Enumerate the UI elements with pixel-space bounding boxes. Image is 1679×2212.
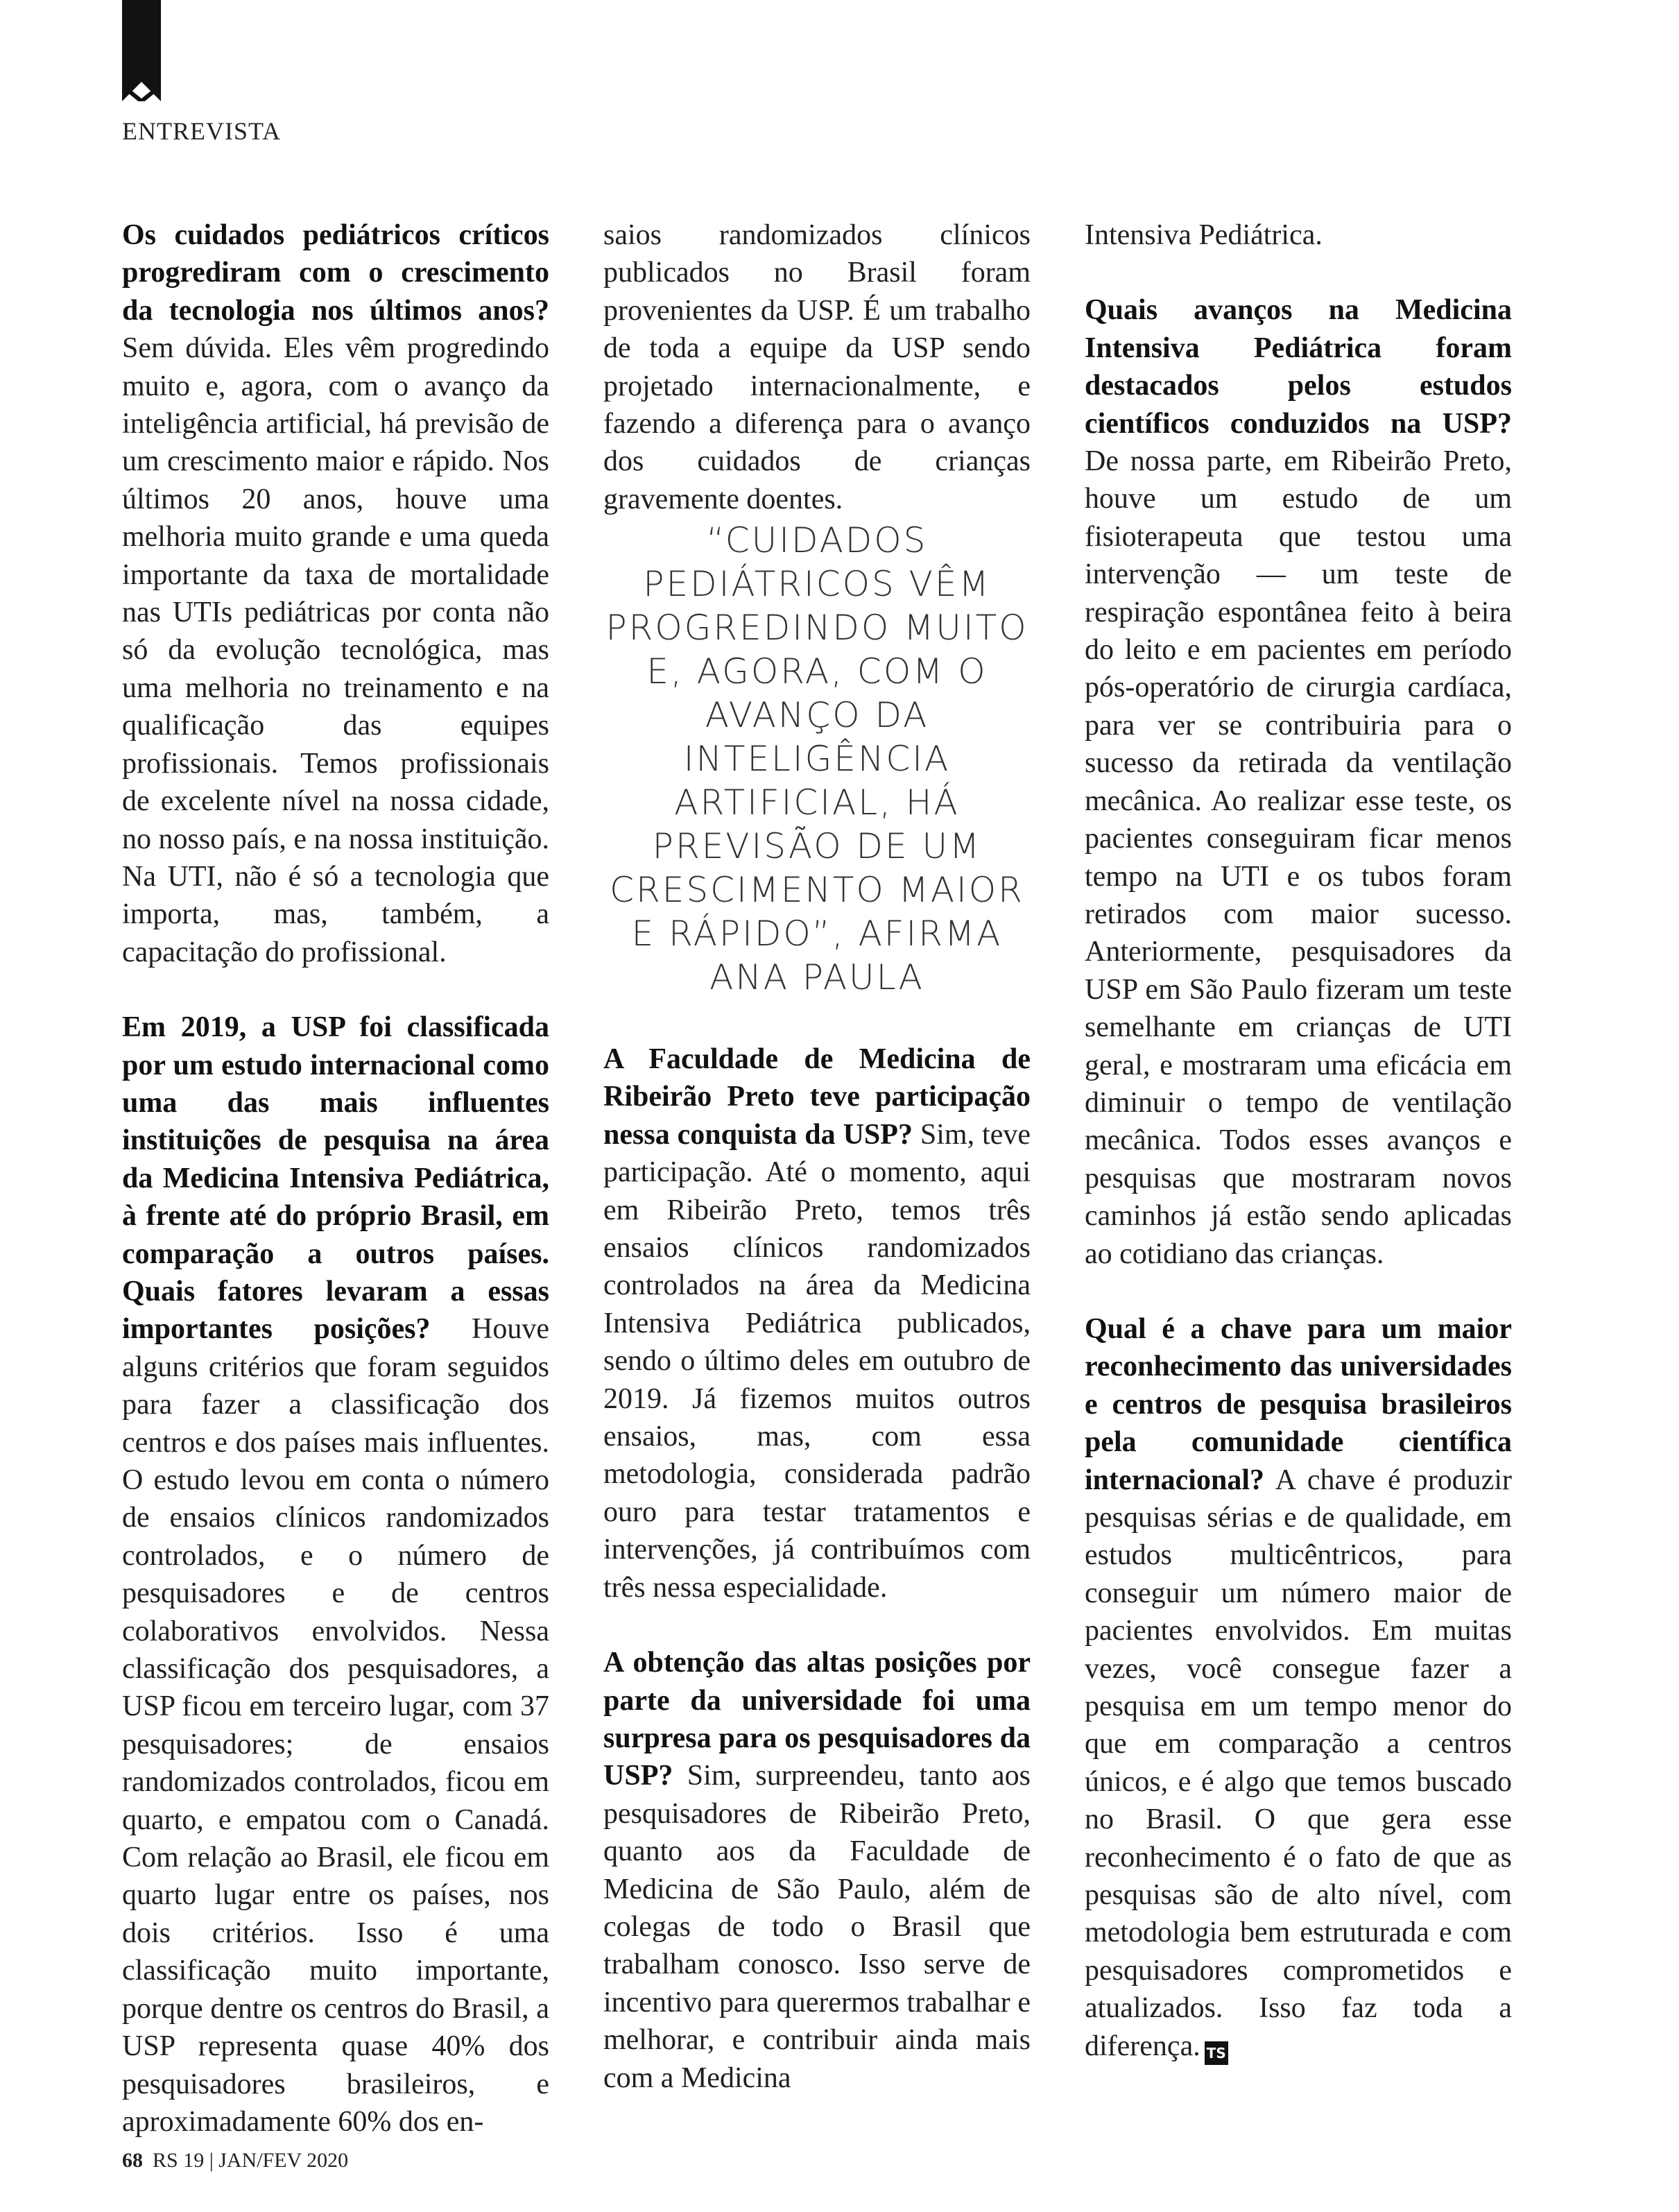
article-column-2-top [603,216,1031,518]
question-text: A Faculdade de Medicina de Ribeirão Preto teve participação nessa conquista da USP? [603,1043,1031,1151]
paragraph [1085,1310,1512,2065]
question-text: Quais avanços na Medicina Intensiva Pediátrica foram destacados pelos estudos científicos conduzidos na USP? [1085,294,1512,440]
answer-text: Houve alguns critérios que foram seguidos para fazer a classificação dos centros e dos países mais influentes. O estudo levou em conta o número de ensaios clínicos randomizados controlados, e o número de pesquisadores e de centros colaborativos envolvidos. Nessa classificação dos pesquisadores, a USP ficou em terceiro lugar, com 37 pesquisadores; de ensaios randomizados controlados, ficou em quarto, e empatou com o Canadá. Com relação ao Brasil, ele ficou em quarto lugar entre os países, nos dois critérios. Isso é uma classificação muito importante, porque dentre os centros do Brasil, a USP representa quase 40% dos pesquisadores brasileiros, e aproximadamente 60% dos en- [122,1313,549,2138]
page-number: 68 [122,2149,143,2172]
paragraph [1085,291,1512,1273]
question-text: A obtenção das altas posições por parte da universidade foi uma surpresa para os pesquisadores da USP? [603,1647,1031,1792]
paragraph [122,216,549,971]
article-column-1 [122,216,549,2141]
question-text: Em 2019, a USP foi classificada por um estudo internacional como uma das mais influentes instituições de pesquisa na área da Medicina Intensiva Pediátrica, à frente até do próprio Brasil, em comparação a outros países. Quais fatores levaram a essas importantes posições? [122,1011,549,1346]
page-footer [122,2149,348,2172]
pull-quote: “CUIDADOS PEDIÁTRICOS VÊM PROGREDINDO MUITO E, AGORA, COM O AVANÇO DA INTELIGÊNCIA ARTIFICIAL, HÁ PREVISÃO DE UM CRESCIMENTO MAIOR E RÁPIDO”, AFIRMA ANA PAULA [605,520,1028,997]
question-text: Os cuidados pediátricos críticos progrediram com o crescimento da tecnologia nos últimos anos? [122,219,549,327]
answer-text: Sem dúvida. Eles vêm progredindo muito e, agora, com o avanço da inteligência artificial, há previsão de um crescimento maior e rápido. Nos últimos 20 anos, houve uma melhoria muito grande e uma queda importante da taxa de mortalidade nas UTIs pediátricas por conta não só da evolução tecnológica, mas uma melhoria no treinamento e na qualificação das equipes profissionais. Temos profissionais de excelente nível na nossa cidade, no nosso país, e na nossa instituição. Na UTI, não é só a tecnologia que importa, mas, também, a capacitação do profissional. [122,332,549,968]
bookmark-tab-icon [122,0,161,101]
answer-text: Sim, surpreendeu, tanto aos pesquisadores de Ribeirão Preto, quanto aos da Faculdade de Medicina de São Paulo, além de colegas de todo o Brasil que trabalham conosco. Isso serve de incentivo para querermos trabalhar e melhorar, e contribuir ainda mais com a Medicina [603,1760,1031,2094]
issue-info: RS 19 | JAN/FEV 2020 [153,2149,349,2172]
paragraph: Intensiva Pediátrica. [1085,219,1323,251]
paragraph [603,1040,1031,1606]
answer-text: A chave é produzir pesquisas sérias e de qualidade, em estudos multicêntricos, para conseguir um número maior de pacientes envolvidos. Em muitas vezes, você consegue fazer a pesquisa em um tempo menor do que em comparação a centros únicos, e é algo que temos buscado no Brasil. O que gera esse reconhecimento é o fato de que as pesquisas são de alto nível, com metodologia bem estruturada e com pesquisadores comprometidos e atualizados. Isso faz toda a diferença. [1085,1464,1512,2062]
question-text: Qual é a chave para um maior reconhecimento das universidades e centros de pesquisa brasileiros pela comunidade científica internacional? [1085,1312,1512,1496]
end-of-article-logo-icon: TS [1205,2041,1228,2065]
answer-text: De nossa parte, em Ribeirão Preto, houve um estudo de um fisioterapeuta que testou uma intervenção — um teste de respiração espontânea feito à beira do leito e em pacientes em período pós-operatório de cirurgia cardíaca, para ver se contribuiria para o sucesso da retirada da ventilação mecânica. Ao realizar esse teste, os pacientes conseguiram ficar menos tempo na UTI e os tubos foram retirados com maior sucesso. Anteriormente, pesquisadores da USP em São Paulo fizeram um teste semelhante em crianças de UTI geral, e mostraram uma eficácia em diminuir o tempo de ventilação mecânica. Todos esses avanços e pesquisas que mostraram novos caminhos já estão sendo aplicadas ao cotidiano das crianças. [1085,445,1512,1270]
paragraph [122,1009,549,2141]
article-column-2-bottom [603,1040,1031,2097]
paragraph [603,1644,1031,2097]
paragraph: saios randomizados clínicos publicados no Brasil foram provenientes da USP. É um trabalho de toda a equipe da USP sendo projetado internacionalmente, e fazendo a diferença para o avanço dos cuidados de crianças gravemente doentes. [603,219,1031,515]
article-column-3 [1085,216,1512,2065]
section-label: ENTREVISTA [122,117,282,145]
answer-text: Sim, teve participação. Até o momento, aqui em Ribeirão Preto, temos três ensaios clínicos randomizados controlados na área da Medicina Intensiva Pediátrica publicados, sendo o último deles em outubro de 2019. Já fizemos muitos outros ensaios, mas, com essa metodologia, considerada padrão ouro para testar tratamentos e intervenções, já contribuímos com três nessa especialidade. [603,1118,1031,1604]
